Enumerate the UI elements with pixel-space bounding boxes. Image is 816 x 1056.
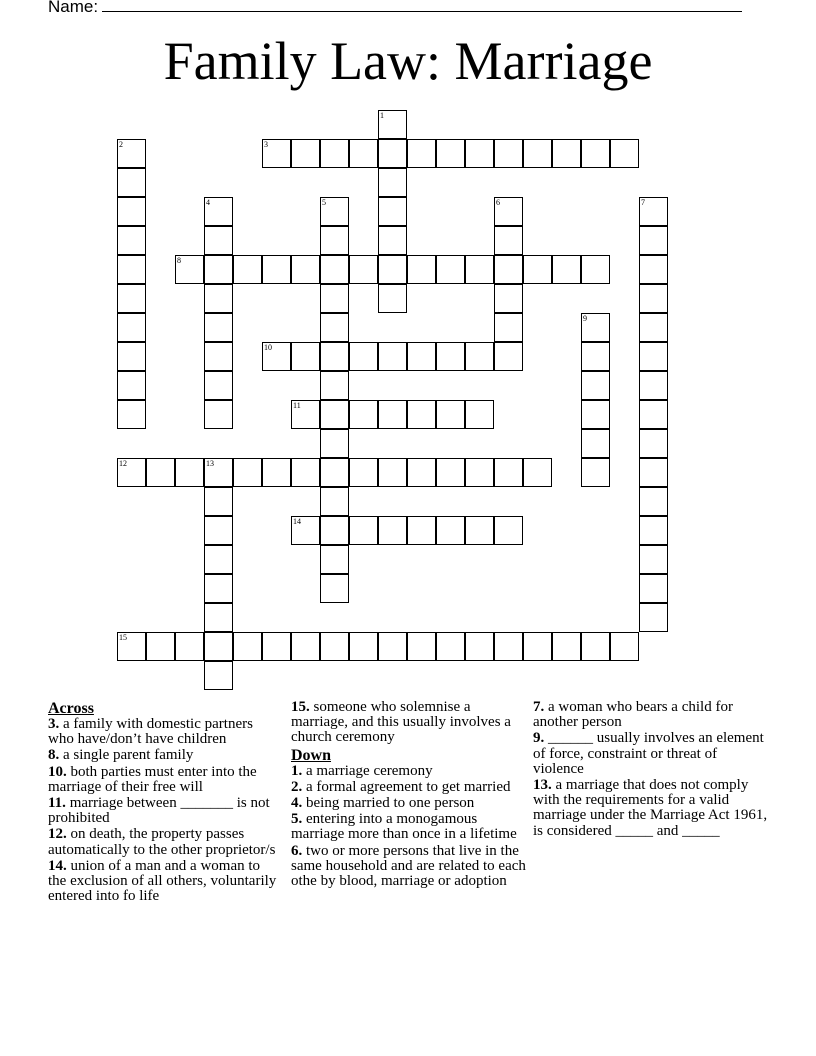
grid-cell[interactable]	[523, 632, 552, 661]
grid-cell[interactable]	[378, 400, 407, 429]
grid-cell[interactable]	[639, 429, 668, 458]
clues-column-1	[48, 700, 280, 905]
grid-cell[interactable]	[523, 458, 552, 487]
grid-cell[interactable]	[581, 139, 610, 168]
cell-number: 7	[641, 198, 645, 207]
grid-cell[interactable]	[465, 400, 494, 429]
cell-number: 12	[119, 459, 127, 468]
grid-cell[interactable]	[204, 313, 233, 342]
grid-cell[interactable]	[291, 458, 320, 487]
grid-cell[interactable]	[407, 400, 436, 429]
grid-cell[interactable]	[146, 632, 175, 661]
grid-cell[interactable]	[494, 284, 523, 313]
clue-down-2: 2. a formal agreement to get married	[291, 778, 511, 795]
grid-cell[interactable]	[320, 574, 349, 603]
grid-cell[interactable]	[320, 429, 349, 458]
grid-cell[interactable]	[349, 632, 378, 661]
grid-cell[interactable]	[581, 632, 610, 661]
clue-down-6: 6. two or more persons that live in the same household and are related to each othe by blood, marriage or adoption	[291, 842, 526, 890]
grid-cell[interactable]	[494, 632, 523, 661]
grid-cell[interactable]	[320, 516, 349, 545]
grid-cell[interactable]	[262, 342, 291, 371]
grid-cell[interactable]	[639, 400, 668, 429]
cell-number: 13	[206, 459, 214, 468]
grid-cell[interactable]	[175, 632, 204, 661]
clue-down-7: 7. a woman who bears a child for another person	[533, 699, 733, 731]
grid-cell[interactable]	[436, 516, 465, 545]
grid-cell[interactable]	[407, 255, 436, 284]
grid-cell[interactable]	[117, 226, 146, 255]
grid-cell[interactable]	[494, 197, 523, 226]
grid-cell[interactable]	[378, 139, 407, 168]
grid-cell[interactable]	[320, 226, 349, 255]
grid-cell[interactable]	[610, 632, 639, 661]
grid-cell[interactable]	[117, 342, 146, 371]
grid-cell[interactable]	[117, 197, 146, 226]
grid-cell[interactable]	[465, 342, 494, 371]
grid-cell[interactable]	[291, 516, 320, 545]
grid-cell[interactable]	[436, 342, 465, 371]
clue-across-15: 15. someone who solemnise a marriage, and this usually involves a church ceremony	[291, 699, 511, 746]
grid-cell[interactable]	[407, 342, 436, 371]
grid-cell[interactable]	[465, 458, 494, 487]
grid-cell[interactable]	[262, 139, 291, 168]
grid-cell[interactable]	[233, 632, 262, 661]
grid-cell[interactable]	[639, 226, 668, 255]
grid-cell[interactable]	[320, 632, 349, 661]
grid-cell[interactable]	[639, 284, 668, 313]
grid-cell[interactable]	[204, 603, 233, 632]
grid-cell[interactable]	[639, 342, 668, 371]
clues-column-3	[533, 700, 769, 840]
grid-cell[interactable]	[320, 139, 349, 168]
page-title: Family Law: Marriage	[163, 31, 653, 91]
grid-cell[interactable]	[639, 516, 668, 545]
grid-cell[interactable]	[117, 284, 146, 313]
grid-cell[interactable]	[117, 458, 146, 487]
grid-cell[interactable]	[204, 226, 233, 255]
grid-cell[interactable]	[204, 284, 233, 313]
grid-cell[interactable]	[204, 574, 233, 603]
grid-cell[interactable]	[378, 284, 407, 313]
cell-number: 11	[293, 401, 301, 410]
grid-cell[interactable]	[465, 516, 494, 545]
grid-cell[interactable]	[407, 632, 436, 661]
grid-cell[interactable]	[639, 255, 668, 284]
grid-cell[interactable]	[407, 139, 436, 168]
grid-cell[interactable]	[494, 226, 523, 255]
grid-cell[interactable]	[349, 139, 378, 168]
grid-cell[interactable]	[494, 342, 523, 371]
grid-cell[interactable]	[552, 255, 581, 284]
cell-number: 2	[119, 140, 123, 149]
grid-cell[interactable]	[320, 342, 349, 371]
clue-across-12: 12. on death, the property passes automatically to the other proprietor/s	[48, 826, 276, 858]
grid-cell[interactable]	[407, 516, 436, 545]
grid-cell[interactable]	[639, 603, 668, 632]
grid-cell[interactable]	[320, 458, 349, 487]
clue-down-1: 1. a marriage ceremony	[291, 762, 433, 779]
grid-cell[interactable]	[436, 458, 465, 487]
grid-cell[interactable]	[262, 632, 291, 661]
grid-cell[interactable]	[204, 255, 233, 284]
grid-cell[interactable]	[291, 342, 320, 371]
grid-cell[interactable]	[349, 342, 378, 371]
clue-across-3: 3. a family with domestic partners who have/don’t have children	[48, 716, 253, 748]
cell-number: 8	[177, 256, 181, 265]
grid-cell[interactable]	[610, 139, 639, 168]
grid-cell[interactable]	[262, 255, 291, 284]
grid-cell[interactable]	[378, 197, 407, 226]
grid-cell[interactable]	[581, 313, 610, 342]
grid-cell[interactable]	[378, 632, 407, 661]
grid-cell[interactable]	[436, 632, 465, 661]
grid-cell[interactable]	[494, 458, 523, 487]
down-heading: Down	[291, 746, 332, 764]
cell-number: 5	[322, 198, 326, 207]
grid-cell[interactable]	[233, 458, 262, 487]
grid-cell[interactable]	[204, 371, 233, 400]
grid-cell[interactable]	[320, 545, 349, 574]
grid-cell[interactable]	[581, 342, 610, 371]
clue-across-8: 8. a single parent family	[48, 747, 194, 764]
clue-down-5: 5. entering into a monogamous marriage more than once in a lifetime	[291, 811, 517, 843]
cell-number: 6	[496, 198, 500, 207]
grid-cell[interactable]	[320, 400, 349, 429]
grid-cell[interactable]	[204, 661, 233, 690]
grid-cell[interactable]	[639, 487, 668, 516]
grid-cell[interactable]	[494, 516, 523, 545]
grid-cell[interactable]	[204, 632, 233, 661]
grid-cell[interactable]	[465, 632, 494, 661]
grid-cell[interactable]	[175, 458, 204, 487]
grid-cell[interactable]	[204, 487, 233, 516]
grid-cell[interactable]	[320, 313, 349, 342]
grid-cell[interactable]	[436, 255, 465, 284]
grid-cell[interactable]	[320, 371, 349, 400]
grid-cell[interactable]	[581, 429, 610, 458]
cell-number: 3	[264, 140, 268, 149]
grid-cell[interactable]	[233, 255, 262, 284]
grid-cell[interactable]	[639, 313, 668, 342]
grid-cell[interactable]	[494, 255, 523, 284]
grid-cell[interactable]	[262, 458, 291, 487]
grid-cell[interactable]	[465, 139, 494, 168]
grid-cell[interactable]	[639, 545, 668, 574]
grid-cell[interactable]	[523, 139, 552, 168]
cell-number: 9	[583, 314, 587, 323]
cell-number: 4	[206, 198, 210, 207]
grid-cell[interactable]	[117, 139, 146, 168]
cell-number: 10	[264, 343, 272, 352]
grid-cell[interactable]	[581, 400, 610, 429]
grid-cell[interactable]	[552, 632, 581, 661]
grid-cell[interactable]	[204, 458, 233, 487]
grid-cell[interactable]	[204, 516, 233, 545]
name-underline	[102, 0, 742, 12]
grid-cell[interactable]	[523, 255, 552, 284]
grid-cell[interactable]	[320, 255, 349, 284]
grid-cell[interactable]	[146, 458, 175, 487]
grid-cell[interactable]	[581, 458, 610, 487]
clues-column-2	[291, 700, 527, 890]
grid-cell[interactable]	[378, 516, 407, 545]
grid-cell[interactable]	[291, 400, 320, 429]
grid-cell[interactable]	[175, 255, 204, 284]
grid-cell[interactable]	[436, 400, 465, 429]
grid-cell[interactable]	[378, 342, 407, 371]
grid-cell[interactable]	[407, 458, 436, 487]
clue-down-13: 13. a marriage that does not comply with the requirements for a valid marriage under the Marriage Act 1961, is considered _____ and _____	[533, 777, 768, 839]
grid-cell[interactable]	[117, 255, 146, 284]
grid-cell[interactable]	[320, 197, 349, 226]
grid-cell[interactable]	[378, 226, 407, 255]
grid-cell[interactable]	[204, 342, 233, 371]
grid-cell[interactable]	[204, 545, 233, 574]
grid-cell[interactable]	[291, 632, 320, 661]
across-heading: Across	[48, 700, 94, 717]
grid-cell[interactable]	[378, 458, 407, 487]
grid-cell[interactable]	[378, 255, 407, 284]
cell-number: 15	[119, 633, 127, 642]
clue-across-10: 10. both parties must enter into the marriage of their free will	[48, 763, 257, 795]
grid-cell[interactable]	[117, 371, 146, 400]
name-field[interactable]	[48, 0, 742, 17]
grid-cell[interactable]	[320, 284, 349, 313]
grid-cell[interactable]	[378, 168, 407, 197]
grid-cell[interactable]	[494, 139, 523, 168]
grid-cell[interactable]	[291, 255, 320, 284]
grid-cell[interactable]	[117, 313, 146, 342]
grid-cell[interactable]	[117, 168, 146, 197]
grid-cell[interactable]	[581, 371, 610, 400]
grid-cell[interactable]	[378, 110, 407, 139]
grid-cell[interactable]	[465, 255, 494, 284]
cell-number: 14	[293, 517, 301, 526]
grid-cell[interactable]	[349, 458, 378, 487]
grid-cell[interactable]	[204, 197, 233, 226]
grid-cell[interactable]	[639, 371, 668, 400]
name-label: Name:	[48, 0, 99, 16]
grid-cell[interactable]	[639, 458, 668, 487]
grid-cell[interactable]	[349, 255, 378, 284]
cell-number: 1	[380, 111, 384, 120]
grid-cell[interactable]	[349, 400, 378, 429]
grid-cell[interactable]	[349, 516, 378, 545]
clue-across-11: 11. marriage between _______ is not prohibited	[48, 795, 270, 827]
grid-cell[interactable]	[204, 400, 233, 429]
grid-cell[interactable]	[117, 400, 146, 429]
grid-cell[interactable]	[320, 487, 349, 516]
clue-across-14: 14. union of a man and a woman to the exclusion of all others, voluntarily entered into fo life	[48, 857, 277, 905]
grid-cell[interactable]	[291, 139, 320, 168]
grid-cell[interactable]	[639, 574, 668, 603]
grid-cell[interactable]	[494, 313, 523, 342]
grid-cell[interactable]	[117, 632, 146, 661]
grid-cell[interactable]	[581, 255, 610, 284]
grid-cell[interactable]	[552, 139, 581, 168]
grid-cell[interactable]	[436, 139, 465, 168]
clue-down-4: 4. being married to one person	[291, 795, 475, 812]
grid-cell[interactable]	[639, 197, 668, 226]
clue-down-9: 9. ______ usually involves an element of force, constraint or threat of violence	[533, 730, 764, 777]
